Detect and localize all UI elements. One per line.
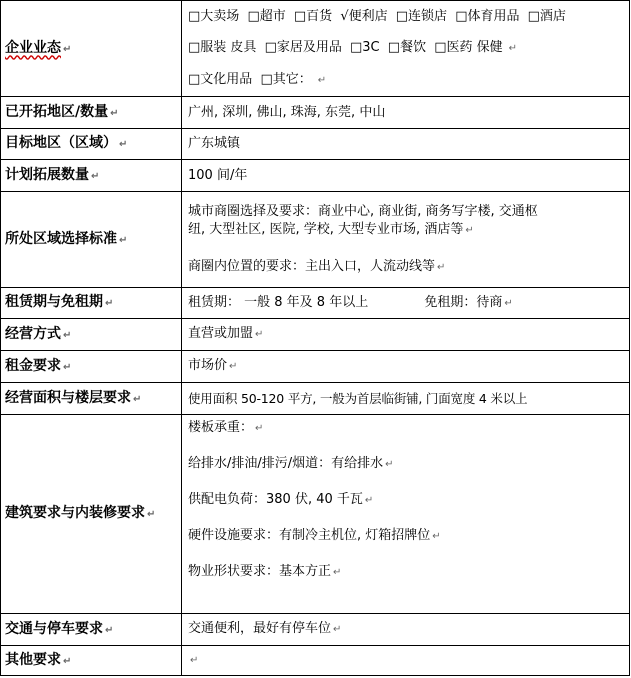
label-rent <box>1 351 182 383</box>
value-text: 直营或加盟 <box>188 326 254 341</box>
property-shape-text: 物业形状要求：基本方正 <box>188 564 332 579</box>
paragraph-mark-icon: ↵ <box>508 42 518 54</box>
option-catering: □餐饮 <box>387 39 427 55</box>
value-other <box>182 646 630 676</box>
area-line-3-text: 商圈内位置的要求：主出入口，人流动线等 <box>188 258 436 274</box>
option-sports-goods: □体育用品 <box>455 8 520 24</box>
paragraph-mark-icon: ↵ <box>229 361 238 372</box>
label-text: 交通与停车要求 <box>5 620 103 637</box>
area-line-1: 城市商圈选择及要求：商业中心, 商业街, 商务写字楼, 交通枢 <box>188 203 538 219</box>
value-text: 100 间/年 <box>188 167 248 183</box>
paragraph-mark-icon: ↵ <box>63 361 72 373</box>
row-traffic <box>1 614 630 646</box>
option-chain-store: □连锁店 <box>395 8 448 24</box>
rent-free-period-text: 免租期：待商 <box>424 294 503 310</box>
paragraph-mark-icon: ↵ <box>147 509 156 520</box>
option-3c: □3C <box>350 39 380 55</box>
power-supply-text: 供配电负荷：380 伏, 40 千瓦 <box>188 492 363 507</box>
paragraph-mark-icon: ↵ <box>119 234 128 246</box>
paragraph-mark-icon: ↵ <box>333 624 342 635</box>
value-opened <box>182 97 630 129</box>
option-department-store: □百货 <box>293 8 333 24</box>
label-traffic <box>1 614 182 646</box>
paragraph-mark-icon: ↵ <box>91 170 100 182</box>
row-size <box>1 383 630 415</box>
format-line-3 <box>188 71 625 90</box>
label-other <box>1 646 182 676</box>
paragraph-mark-icon: ↵ <box>105 624 114 636</box>
label-opened <box>1 97 182 129</box>
row-lease <box>1 288 630 319</box>
option-convenience-store: √便利店 <box>340 8 388 24</box>
label-text: 目标地区（区域） <box>5 135 117 151</box>
area-line-3 <box>188 258 625 277</box>
option-stationery: □文化用品 <box>188 71 253 87</box>
label-text: 所处区域选择标准 <box>5 230 117 247</box>
building-line-5 <box>188 563 625 582</box>
paragraph-mark-icon: ↵ <box>110 107 119 119</box>
label-format <box>1 1 182 97</box>
paragraph-mark-icon: ↵ <box>465 224 474 236</box>
paragraph-mark-icon: ↵ <box>105 298 114 309</box>
paragraph-mark-icon: ↵ <box>119 139 128 150</box>
area-line-2 <box>188 221 625 240</box>
format-line-1 <box>188 8 625 26</box>
label-target <box>1 129 182 160</box>
value-traffic <box>182 614 630 646</box>
option-apparel-leather: □服装 皮具 <box>188 39 257 55</box>
label-building <box>1 415 182 614</box>
value-size <box>182 383 630 415</box>
label-size <box>1 383 182 415</box>
label-text: 经营面积与楼层要求 <box>5 389 131 406</box>
paragraph-mark-icon: ↵ <box>255 329 264 340</box>
value-area <box>182 192 630 288</box>
format-line-2 <box>188 39 625 58</box>
hardware-text: 硬件设施要求：有制冷主机位, 灯箱招牌位 <box>188 528 431 543</box>
value-mode <box>182 319 630 351</box>
paragraph-mark-icon: ↵ <box>63 329 72 341</box>
value-format <box>182 1 630 97</box>
option-home-goods: □家居及用品 <box>264 39 342 55</box>
value-text: 市场价 <box>188 358 228 373</box>
value-target <box>182 129 630 160</box>
option-hypermarket: □大卖场 <box>188 8 240 24</box>
value-building <box>182 415 630 614</box>
paragraph-mark-icon: ↵ <box>504 297 513 309</box>
area-line-2-text: 纽, 大型社区, 医院, 学校, 大型专业市场, 酒店等 <box>188 221 464 237</box>
value-lease <box>182 288 630 319</box>
lease-period-text: 租赁期： 一般 8 年及 8 年以上 <box>188 294 369 310</box>
paragraph-mark-icon: ↵ <box>317 74 327 86</box>
label-lease <box>1 288 182 319</box>
value-plan <box>182 160 630 192</box>
label-text: 其他要求 <box>5 651 61 668</box>
value-text: 广州, 深圳, 佛山, 珠海, 东莞, 中山 <box>188 104 386 120</box>
paragraph-mark-icon: ↵ <box>63 43 72 55</box>
label-text: 租赁期与免租期 <box>5 294 103 310</box>
row-building <box>1 415 630 614</box>
row-mode <box>1 319 630 351</box>
paragraph-mark-icon: ↵ <box>385 459 394 470</box>
label-text: 经营方式 <box>5 325 61 342</box>
value-text: 广东城镇 <box>188 136 241 151</box>
label-text: 租金要求 <box>5 357 61 374</box>
label-text: 企业业态 <box>5 39 61 56</box>
row-other <box>1 646 630 676</box>
paragraph-mark-icon: ↵ <box>333 567 342 578</box>
value-rent <box>182 351 630 383</box>
row-area <box>1 192 630 288</box>
value-text: 使用面积 50-120 平方, 一般为首层临街铺, 门面宽度 4 米以上 <box>188 390 528 406</box>
row-rent <box>1 351 630 383</box>
row-plan <box>1 160 630 192</box>
row-target <box>1 129 630 160</box>
paragraph-mark-icon: ↵ <box>364 495 374 506</box>
row-format <box>1 1 630 97</box>
building-line-4 <box>188 527 625 546</box>
paragraph-mark-icon: ↵ <box>133 393 142 405</box>
paragraph-mark-icon: ↵ <box>190 655 199 666</box>
label-text: 计划拓展数量 <box>5 166 89 183</box>
value-text: 交通便利，最好有停车位 <box>188 621 332 636</box>
drainage-text: 给排水/排油/排污/烟道：有给排水 <box>188 456 384 471</box>
paragraph-mark-icon: ↵ <box>437 261 446 273</box>
label-plan <box>1 160 182 192</box>
option-pharmacy: □医药 保健 <box>434 39 503 55</box>
paragraph-mark-icon: ↵ <box>63 655 72 667</box>
building-line-2 <box>188 455 625 474</box>
row-opened <box>1 97 630 129</box>
label-mode <box>1 319 182 351</box>
option-other: □其它： <box>260 71 312 87</box>
label-area <box>1 192 182 288</box>
label-text: 已开拓地区/数量 <box>5 103 109 120</box>
paragraph-mark-icon: ↵ <box>255 423 264 434</box>
building-line-1 <box>188 419 625 438</box>
option-hotel: □酒店 <box>527 8 566 24</box>
label-text: 建筑要求与内装修要求 <box>5 505 145 521</box>
floor-load-text: 楼板承重： <box>188 420 254 435</box>
building-line-3 <box>188 491 625 510</box>
paragraph-mark-icon: ↵ <box>432 531 441 542</box>
option-supermarket: □超市 <box>247 8 286 24</box>
